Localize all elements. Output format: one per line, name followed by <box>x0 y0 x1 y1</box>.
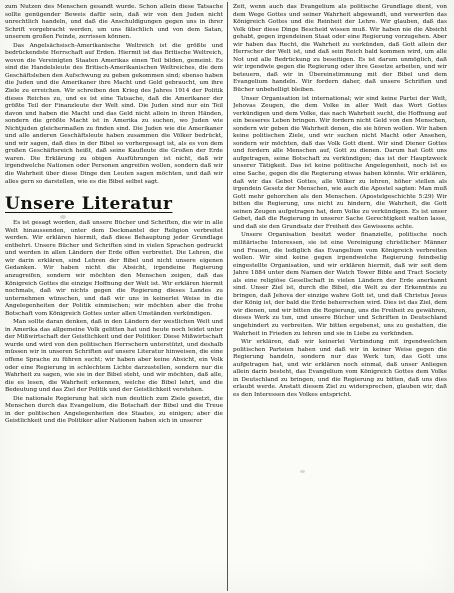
right-column <box>233 4 447 590</box>
right-paragraph-2: Unser Organisation ist international; wir sind keine Partei der Welt, Jehovas Zeugen, die dem Volke in aller Welt das Wort Gottes verkündigen und dem Volke, das nach Wahrheit sucht, die Hoffnung auf ein besseres Leben bringen. Wir fordern nicht Geld von den Menschen, sondern wir geben die Wahrheit denen, die sie hören wollen. Wir haben keine politischen Ziele, und wir suchen nicht Macht oder Ansehen, sondern wir möchten, daß das Volk Gott dient. Wir sind Diener Gottes und fordern alle Menschen auf, Gott zu dienen. Darum hat Gott uns aufgetragen, seine Botschaft zu verkündigen; das ist der Hauptzweck unserer Tätigkeit. Das ist keine politische Angelegenheit, noch ist es eine Sache, gegen die die Regierung etwas haben könnte. Wir erklären, daß wir das Gebot Gottes, alle Völker zu lehren, höher stellen als irgendein Gesetz der Menschen, wie auch die Apostel sagten: Man muß Gott mehr gehorchen als den Menschen. (Apostelgeschichte 5:29) Wir bitten die Regierung, uns nicht zu hindern, die Wahrheit, die Gott seinen Zeugen aufgetragen hat, dem Volke zu verkündigen. Es ist unser Gebet, daß die Regierung in unserer Sache Gerechtigkeit walten lasse, und daß sie den Grundsatz der Freiheit des Gewissens achte. <box>233 95 447 230</box>
left-paragraph-1: zum Nutzen des Menschen gesandt wurde. Schon allein diese Tatsache sollte genügender Beweis dafür sein, daß wir von den Juden nicht unrechtlich handeln, und daß die Anschuldigungen gegen uns in ihrer Schrift vorgebracht werden, um uns fälschlich und von dem Satan, unserem großen Feinde, zerrissen können. <box>5 4 223 41</box>
left-paragraph-2: Das Angelsächsisch-Amerikanische Weltreich ist die größte und bedrückendste Herrschaft auf Erden. Hiermit ist das Britische Weltreich, wovon die Vereinigten Staaten Amerikas einen Teil bilden, gemeint. Es sind die Handelsleute des Britisch-Amerikanischen Weltreiches, die dem Geschäftsleben den Aufschwung zu geben gekommen sind; ebenso haben die Juden und die Amerikaner ihre Macht und Geld gebraucht, um ihre Ziele zu erreichen. Wir schreiben den Krieg des Jahres 1914 der Politik dieses Reiches zu, und es ist eine Tatsache, daß die Amerikaner der größte Teil der Finanzleute der Welt sind. Die Juden sind nur ein Teil davon und haben die Macht und das Geld nicht allein in ihren Händen, sondern die größte Macht ist in Amerika zu suchen, wo Juden wie Nichtjuden gleichermaßen zu finden sind. Die Juden wie die Amerikaner und alle anderen Geschäftsleute haben zusammen die Völker bedrückt, und wir sagen, daß dies in der Bibel so vorhergesagt ist, als es von dem großen Geschäftsreich heißt, daß seine Kaufleute die Großen der Erde waren. Die Erklärung zu obigen Ausführungen ist nicht, daß wir irgendwelche Nationen oder Personen angreifen wollen, sondern daß wir die Wahrheit über diese Dinge den Leuten sagen möchten, und daß wir alles gern so darstellen, wie es die Bibel selbst sagt. <box>5 42 223 185</box>
right-paragraph-3: Unsere Organisation besitzt weder finanzielle, politische noch militärische Interessen, sie ist eine Vereinigung christlicher Männer und Frauen, die lediglich das Evangelium vom Königreich verbreiten wollen. Wir sind keine gegen irgendwelche Regierung feindselig eingestellte Organisation, und wir erklären hiermit, daß wir seit dem Jahre 1884 unter dem Namen der Watch Tower Bible and Tract Society als eine religiöse Gesellschaft in vielen Ländern der Erde anerkannt sind. Unser Ziel ist, durch die Bibel, die Welt zu der Erkenntnis zu bringen, daß Jehova der einzige wahre Gott ist, und daß Christus Jesus der König ist, der bald die Erde beherrschen wird. Dies ist das Ziel, dem wir dienen, und wir bitten die Regierung, uns die Freiheit zu gewähren, dieses Werk zu tun, und unsere Bücher und Schriften in Deutschland ungehindert zu verbreiten. Wir bitten ergebenst, uns zu gestatten, die Wahrheit in Frieden zu lehren und sie in Liebe zu verkünden. <box>233 232 447 337</box>
right-paragraph-1: Zeit, wenn auch das Evangelium als politische Grundlage dient, von dem Wege Gottes und seiner Wahrheit abgewandt, und verwerfen das Königreich Gottes und die Reinheit der Lehre. Wir glauben, daß das Volk über diese Dinge Bescheid wissen muß. Wir haben nie die Absicht gehabt, gegen irgendeinen Staat oder eine Regierung vorzugehen. Aber wir haben das Recht, die Wahrheit zu verkünden, daß Gott allein der Herrscher der Welt ist, und daß sein Reich bald kommen wird, um alle Not und alle Bedrückung zu beseitigen. Es ist darum unmöglich, daß wir irgendwie gegen die Regierung oder ihre Gesetze arbeiten, und wir beteuern, daß wir in Übereinstimmung mit der Bibel und dem Evangelium handeln. Wir fordern daher, daß unsere Schriften und Bücher unbehelligt bleiben. <box>233 4 447 94</box>
left-column <box>5 4 223 590</box>
scan-smudge <box>60 215 66 219</box>
left-paragraph-4: Man sollte daran denken, daß in den Ländern der westlichen Welt und in Amerika das allgemeine Volk gelitten hat und heute noch leidet unter der Mißwirtschaft der Geistlichkeit und der Politiker. Diese Mißwirtschaft wurde und wird von den politischen Herrschern unterstützt, und deshalb müssen wir in unseren Schriften auf unsere Literatur hinweisen, die eine offene Sprache zu führen sucht; wir haben aber keine Absicht, ein Volk oder eine Regierung in schlechtem Lichte darzustellen, sondern nur die Wahrheit zu sagen, wie sie in der Bibel steht, und wir möchten, daß alle, die es lesen, die Wahrheit erkennen, welche die Bibel lehrt, und die Bedeutung und das Ziel der Politik und der Geistlichkeit verstehen. <box>5 319 223 394</box>
left-paragraph-3: Es ist gesagt worden, daß unsere Bücher und Schriften, die wir in alle Welt hinaussenden, unter dem Deckmantel der Religion verbreitet werden. Wir erklären hiermit, daß diese Behauptung jeder Grundlage entbehrt. Unsere Bücher und Schriften sind in vielen Sprachen gedruckt und werden in allen Ländern der Erde offen verbreitet. Die Lehren, die wir darin erklären, sind Lehren der Bibel und nicht unsere eigenen Gedanken. Wir haben nicht die Absicht, irgendeine Regierung anzugreifen, sondern wir möchten den Menschen zeigen, daß das Königreich Gottes die einzige Hoffnung der Welt ist. Wir erklären hiermit nochmals, daß wir nichts gegen die Regierung dieses Landes zu unternehmen wünschen, und daß wir uns in keinerlei Weise in die Angelegenheiten der Politik einmischen; wir möchten aber die frohe Botschaft vom Königreich Gottes unter allen Umständen verkündigen. <box>5 220 223 317</box>
section-heading-literature: Unsere Literatur <box>5 194 173 215</box>
scan-smudge <box>300 470 305 473</box>
column-divider <box>227 2 228 591</box>
right-paragraph-4: Wir erklären, daß wir keinerlei Verbindung mit irgendwelchen politischen Parteien haben und daß wir in keiner Weise gegen die Regierung handeln, sondern nur das Werk tun, das Gott uns aufgetragen hat, und wir erklären noch einmal, daß unser Anliegen allein darin besteht, das Evangelium vom Königreich Gottes dem Volke in Deutschland zu bringen, und die Regierung zu bitten, daß uns dies erlaubt werde. Anstatt diesem Ziel zu widersprechen, glauben wir, daß es den Interessen des Volkes entspricht. <box>233 339 447 398</box>
left-paragraph-5: Die nationale Regierung hat sich nun deutlich zum Ziele gesetzt, die Menschen durch das Evangelium, die Botschaft der Bibel und die Treue in der politischen Angelegenheiten des Staates, zu einigen; aber die Geistlichkeit und die Politiker aller Nationen haben sich in unserer <box>5 395 223 425</box>
